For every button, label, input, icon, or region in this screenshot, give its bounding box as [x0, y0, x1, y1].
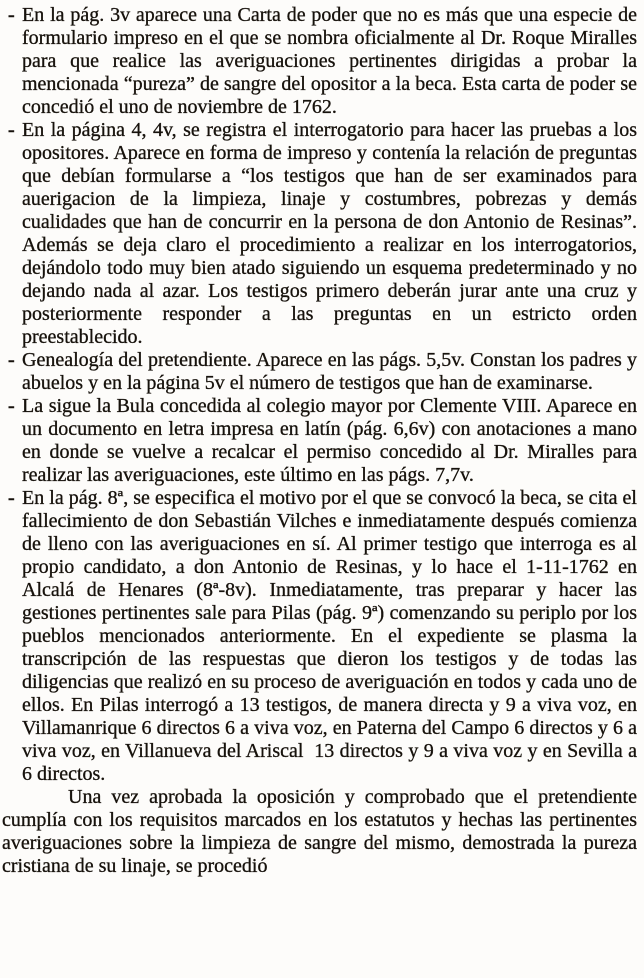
list-item [2, 395, 637, 487]
list-item [2, 119, 637, 349]
paragraph-text: Genealogía del pretendiente. Aparece en las págs. 5,5v. Constan los padres y abuelos y en la página 5v el número de testigos que han de examinarse. [22, 349, 637, 394]
list-item [2, 4, 637, 119]
list-item-dash-marker: - [8, 349, 15, 371]
list-item-dash-marker: - [8, 119, 15, 141]
list-item [2, 349, 637, 395]
list-item-dash-marker: - [8, 395, 15, 417]
list-item [2, 487, 637, 786]
closing-paragraph: Una vez aprobada la oposición y comprobado que el pretendiente cumplía con los requisitos marcados en los estatutos y hechas las pertinentes averiguaciones sobre la limpieza de sangre del mismo, demostrada la pureza cristiana de su linaje, se procedió [2, 786, 637, 877]
paragraph-text: En la pág. 8ª, se especifica el motivo por el que se convocó la beca, se cita el fallecimiento de don Sebastián Vilches e inmediatamente después comienza de lleno con las averiguaciones en sí. Al primer testigo que interroga es al propio candidato, a don Antonio de Resinas, y lo hace el 1-11-1762 en Alcalá de Henares (8ª-8v). Inmediatamente, tras preparar y hacer las gestiones pertinentes sale para Pilas (pág. 9ª) comenzando su periplo por los pueblos mencionados anteriormente. En el expediente se plasma la transcripción de las respuestas que dieron los testigos y de todas las diligencias que realizó en su proceso de averiguación en todos y cada uno de ellos. En Pilas interrogó a 13 testigos, de manera directa y 9 a viva voz, en Villamanrique 6 directos 6 a viva voz, en Paterna del Campo 6 directos y 6 a viva voz, en Villanueva del Ariscal 13 directos y 9 a viva voz y en Sevilla a 6 directos. [22, 487, 637, 785]
paragraph-text: En la pág. 3v aparece una Carta de poder que no es más que una especie de formulario impreso en el que se nombra oficialmente al Dr. Roque Miralles para que realice las averiguaciones pertinentes dirigidas a probar la mencionada “pureza” de sangre del opositor a la beca. Esta carta de poder se concedió el uno de noviembre de 1762. [22, 4, 637, 118]
list-item-dash-marker: - [8, 4, 15, 26]
paragraph-text: En la página 4, 4v, se registra el interrogatorio para hacer las pruebas a los opositores. Aparece en forma de impreso y contenía la relación de preguntas que debían formularse a “los testigos que han de ser examinados para auerigacion de la limpieza, linaje y costumbres, pobrezas y demás cualidades que han de concurrir en la persona de don Antonio de Resinas”. Además se deja claro el procedimiento a realizar en los interrogatorios, dejándolo todo muy bien atado siguiendo un esquema predeterminado y no dejando nada al azar. Los testigos primero deberán jurar ante una cruz y posteriormente responder a las preguntas en un estricto orden preestablecido. [22, 119, 637, 348]
list-item-dash-marker: - [8, 487, 15, 509]
paragraph-text: La sigue la Bula concedida al colegio mayor por Clemente VIII. Aparece en un documento en letra impresa en latín (pág. 6,6v) con anotaciones a mano en donde se vuelve a recalcar el permiso concedido al Dr. Miralles para realizar las averiguaciones, este último en las págs. 7,7v. [22, 395, 637, 486]
